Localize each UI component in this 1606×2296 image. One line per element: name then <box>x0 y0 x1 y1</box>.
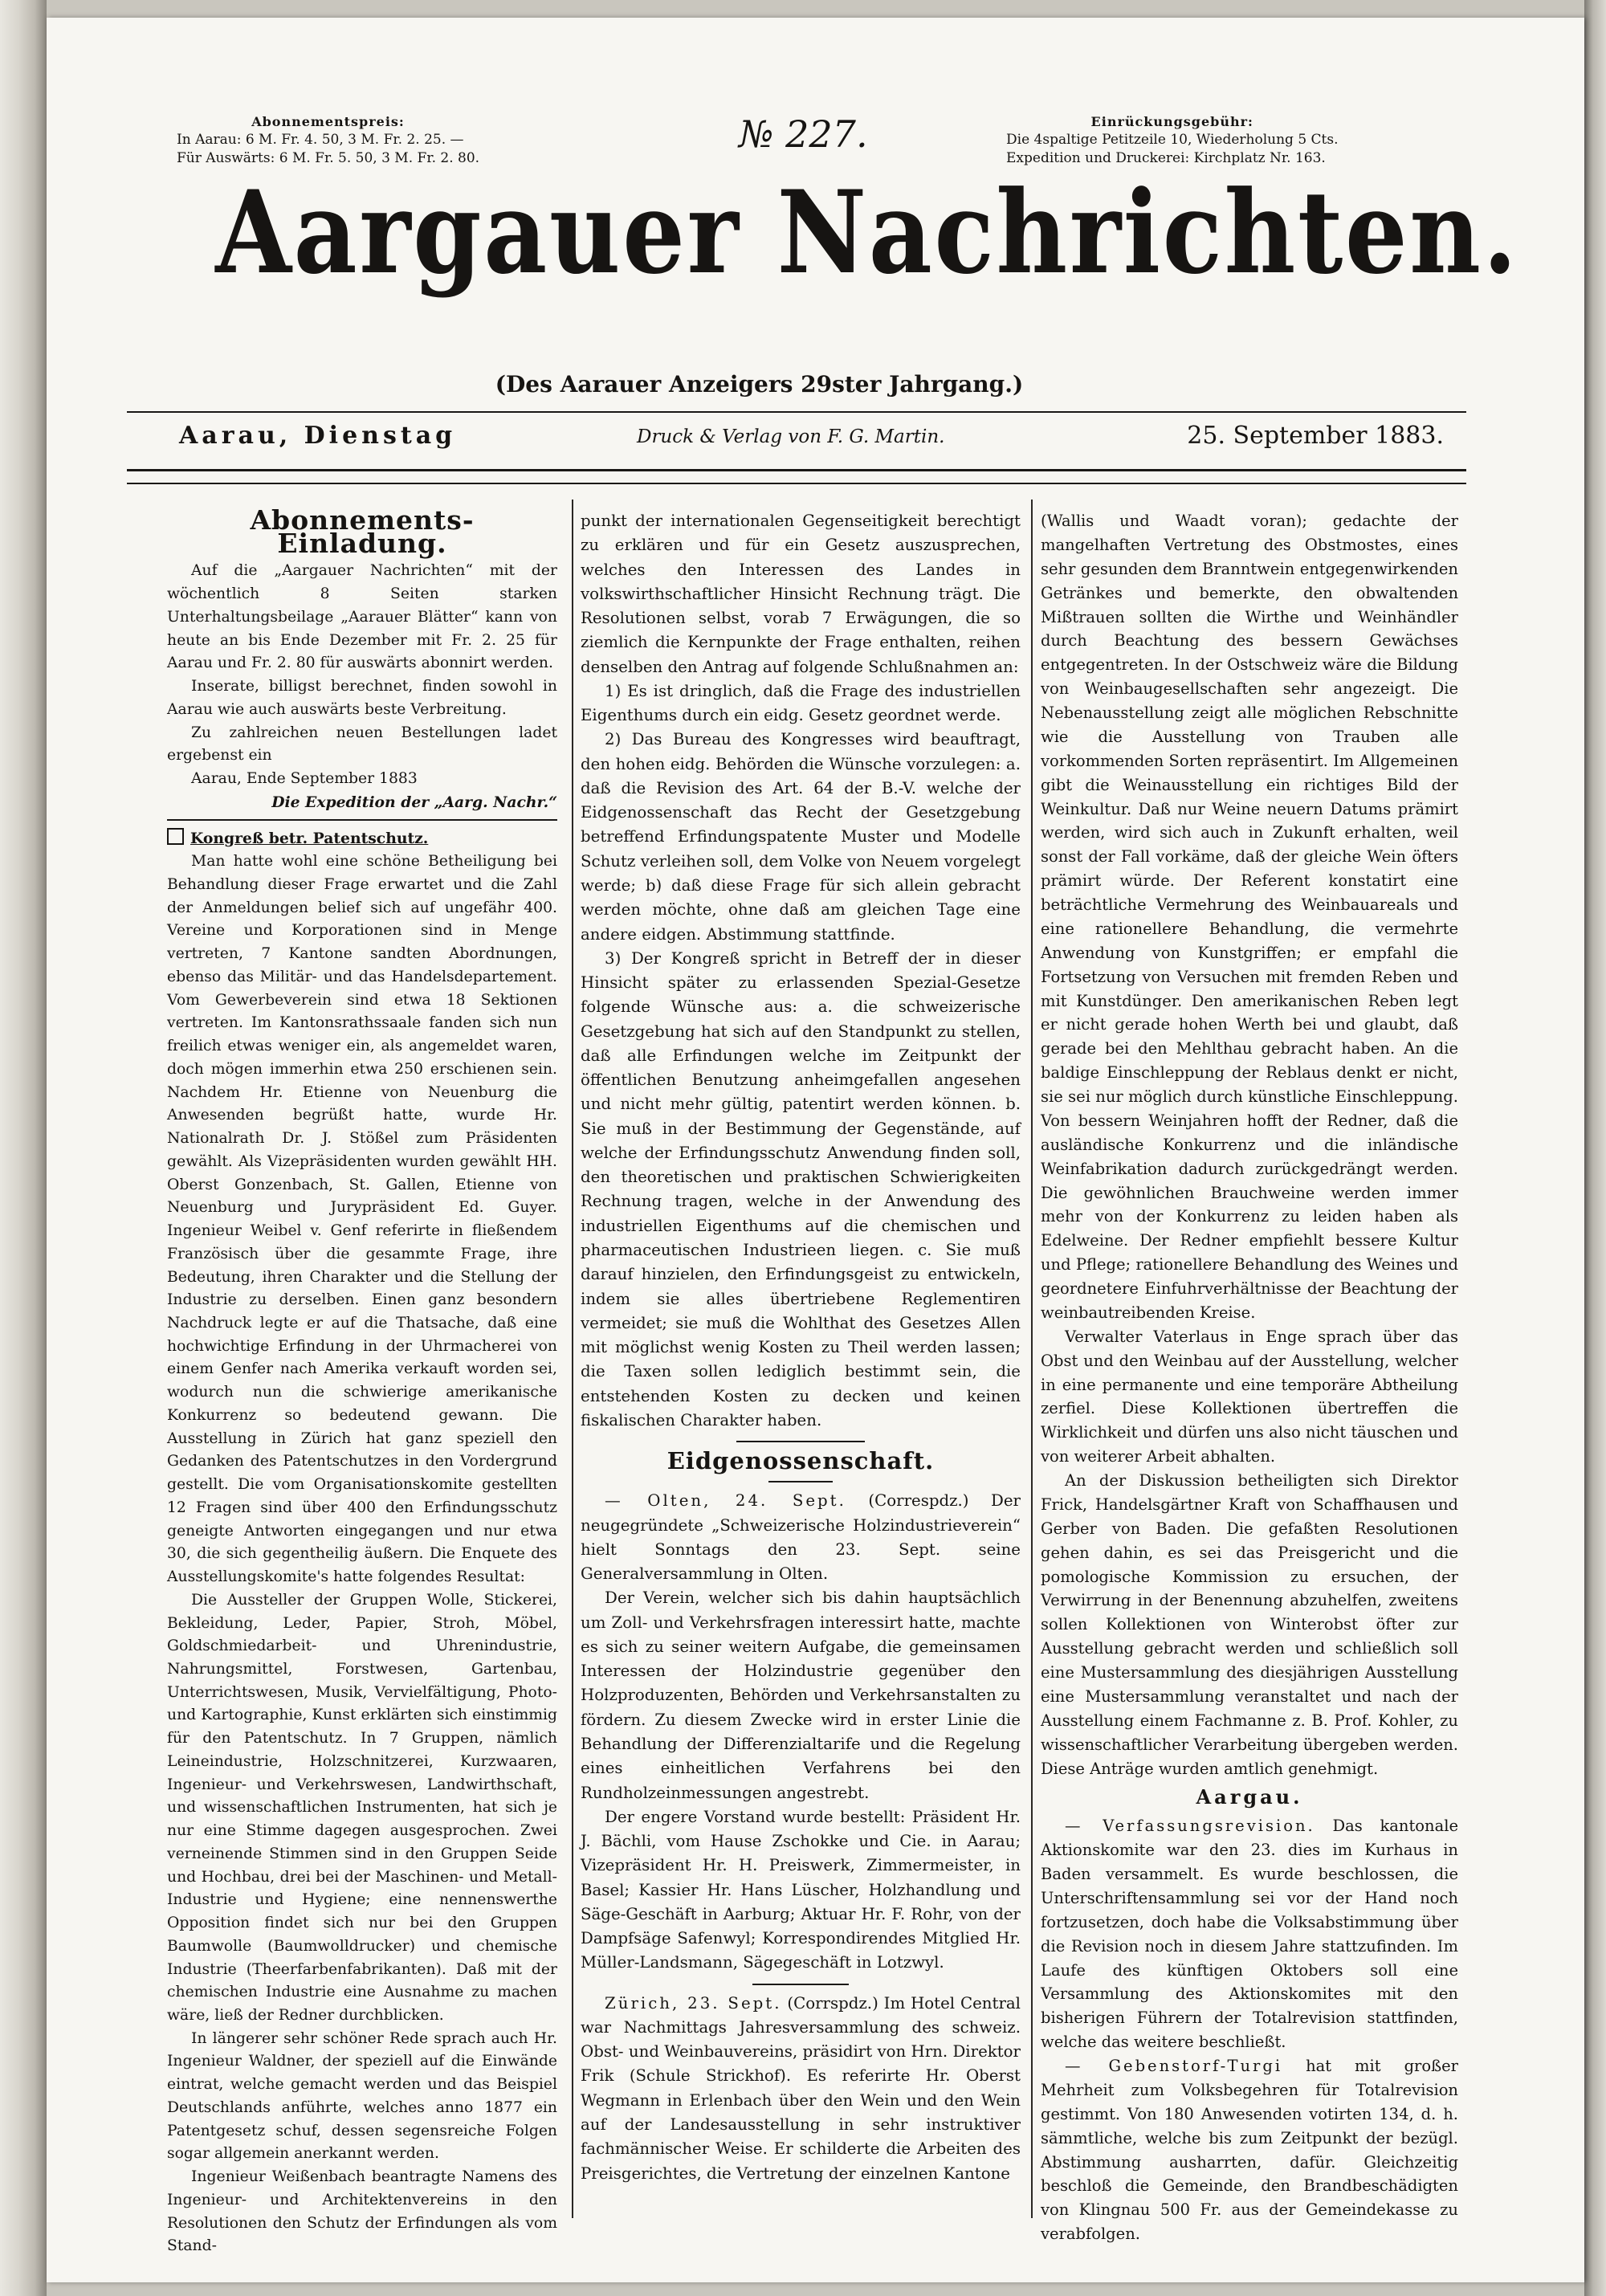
olten-lead: (Correspdz.) Der neugegründete „Schweizerische Holzindustrieverein“ hielt Sonntags den 23. Sept. seine Generalversammlung in Olten. <box>581 1491 1021 1584</box>
dateline <box>179 422 1444 457</box>
header-rule-double-1 <box>127 469 1466 471</box>
header-rule-top <box>127 411 1466 413</box>
gebenstorf-lead: — Gebenstorf-Turgi <box>1065 2057 1283 2075</box>
gebenstorf-paragraph <box>1041 2054 1458 2246</box>
dateline-date: 25. September 1883. <box>1187 422 1444 450</box>
masthead-title: Aargauer Nachrichten. <box>215 166 1519 300</box>
section-rule <box>768 1481 833 1482</box>
newspaper-page <box>47 18 1584 2282</box>
revision-paragraph <box>1041 1814 1458 2054</box>
eidgenossenschaft-title: Eidgenossenschaft. <box>666 1447 935 1475</box>
sign-place: Aarau, Ende September 1883 <box>191 770 418 788</box>
issue-number: № 227. <box>739 112 868 156</box>
resolution-item-2: 2) Das Bureau des Kongresses wird beauftragt, den hohen eidg. Behörden die Wünsche vorzulegen: a. daß die Revision des Art. 64 der B.-V. welche der Eidgenossenschaft das Recht der Gesetzgebung betreffend Erfindungspatente Muster und Modelle Schutz verleihen soll, dem Volke von Neuem vorgelegt werde; b) daß diese Frage für sich allein gebracht werden möchte, ohne daß am gleichen Tage eine andere eidgen. Abstimmung stattfinde. <box>581 730 1021 944</box>
subscription-line-2: Für Auswärts: 6 M. Fr. 5. 50, 3 M. Fr. 2. 80. <box>177 150 480 166</box>
kongress-paragraph-1: Man hatte wohl eine schöne Betheiligung bei Behandlung dieser Frage erwartet und die Zahl der Anmeldungen belief sich auf ungefähr 400. Vereine und Korporationen sind in Menge vertreten, 7 Kantone sandten Abordnungen, ebenso das Militär- und das Handelsdepartement. Vom Gewerbeverein sind etwa 18 Sektionen vertreten. Im Kantonsrathssaale fanden sich nun freilich etwas weniger ein, als angemeldet waren, doch mögen immerhin etwa 250 erschienen sein. Nachdem Hr. Etienne von Neuenburg die Anwesenden begrüßt hatte, wurde Hr. Nationalrath Dr. J. Stößel zum Präsidenten gewählt. Als Vizepräsidenten wurden gewählt HH. Oberst Gonzenbach, St. Gallen, Etienne von Neuenburg und Jurypräsident Ed. Guyer. Ingenieur Weibel v. Genf referirte in fließendem Französisch über die gesammte Frage, ihre Bedeutung, ihren Charakter und die Stellung der Industrie zu derselben. Einen ganz besondern Nachdruck legte er auf die Thatsache, daß eine hochwichtige Erfindung in der Uhrmacherei von einem Genfer nach Amerika verkauft worden sei, wodurch nun die schwierige amerikanische Konkurrenz so bedeutend gewann. Die Ausstellung in Zürich hat ganz speziell den Gedanken des Patentschutzes in den Vordergrund gestellt. Die vom Organisationskomite gestellten 12 Fragen sind über 400 den Erfindungsschutz geneigte Antworten eingegangen und nur etwa 30, die sich gegentheilig äußern. Die Enquete des Ausstellungskomite's hatte folgendes Resultat: <box>167 853 557 1586</box>
olten-paragraph-3: Der engere Vorstand wurde bestellt: Präsident Hr. J. Bächli, vom Hause Zschokke und Cie. in Aarau; Vizepräsident Hr. H. Preiswerk, Zimmermeister, in Basel; Kassier Hr. Hans Lüscher, Holzhandlung und Säge-Geschäft in Aarburg; Aktuar Hr. F. Rohr, von der Dampfsäge Safenwyl; Korrespondirendes Mitglied Hr. Müller-Landsmann, Sägegeschäft in Lotzwyl. <box>581 1807 1021 1972</box>
sign-name: Die Expedition der „Aarg. Nachr.“ <box>271 793 557 811</box>
invitation-text: Auf die „Aargauer Nachrichten“ mit der wöchentlich 8 Seiten starken Unterhaltungsbeilage „Aarauer Blätter“ kann von heute an bis Ende Dezember mit Fr. 2. 25 für Aarau und Fr. 2. 80 für auswärts abonnirt werden. <box>167 562 557 672</box>
resolution-item-3: 3) Der Kongreß spricht in Betreff der in dieser Hinsicht später zu erlassenden Spezial-Gesetze folgende Wünsche aus: a. die schweizerische Gesetzgebung hat sich auf den Standpunkt zu stellen, daß alle Erfindungen welche im Zeitpunkt der öffentlichen Benutzung anheimgefallen angesehen und nicht mehr gültig, patentirt werden können. b. Sie muß in der Bestimmung der Gegenstände, auf welche der Erfindungsschutz Anwendung finden soll, den theoretischen und praktischen Schwierigkeiten Rechnung tragen, welche in der Anwendung des industriellen Eigenthums auf die chemischen und pharmaceutischen Industrieen liegen. c. Sie muß darauf hinzielen, den Erfindungsgeist zu entwickeln, indem sie alles übertriebene Reglementiren vermeidet; sie muß die Wohlthat des Gesetzes Allen mit möglichst wenig Kosten zu Theil werden lassen; die Taxen sollen lediglich bestimmt sein, die entstehenden Kosten zu decken und keinen fiskalischen Charakter haben. <box>581 948 1021 1429</box>
column-divider-2 <box>1031 500 1033 2218</box>
orders-text: Zu zahlreichen neuen Bestellungen ladet ergebenst ein <box>167 724 557 765</box>
wine-paragraph-3: An der Diskussion betheiligten sich Direktor Frick, Handelsgärtner Kraft von Schaffhausen und Gerber von Baden. Die gefaßten Resolutionen gehen dahin, es sei das Preisgericht und die pomologische Kommission zu ersuchen, der Verwirrung in der Benennung abzuhelfen, zweitens sollen Kollektionen von Winterobst öfter zur Ausstellung gebracht werden und schließlich soll eine Mustersammlung des diesjährigen Ausstellung eine Mustersammlung veranstaltet und nach der Ausstellung einem Fachmanne z. B. Prof. Kohler, zu wissenschaftlicher Verarbeitung übergeben werden. Diese Anträge wurden amtlich genehmigt. <box>1041 1471 1458 1778</box>
revision-lead: — Verfassungsrevision. <box>1065 1817 1315 1836</box>
book-binding-edge <box>0 0 47 2296</box>
column-divider-1 <box>572 500 573 2218</box>
masthead-subtitle: (Des Aarauer Anzeigers 29ster Jahrgang.) <box>495 371 1024 398</box>
checkbox-square-icon <box>167 828 184 845</box>
column-2 <box>581 509 1021 2186</box>
wine-paragraph-1: (Wallis und Waadt voran); gedachte der mangelhaften Vertretung des Obstmostes, eines sehr gesunden dem Branntwein entgegenwirkenden Getränkes und bemerkte, den obwaltenden Mißtrauen sollten die Wirthe und Weinhändler durch Beachtung des bessern Gewächses entgegentreten. In der Ostschweiz wäre die Bildung von Weinbaugesellschaften sehr angezeigt. Die Nebenausstellung zeigt alle möglichen Rebschnitte wie die Ausstellung von Trauben alle vorkommenden Sorten repräsentirt. Im Allgemeinen gibt die Weinausstellung ein richtiges Bild der Weinkultur. Daß nur Weine neuern Datums prämirt werden, wird sich auch in Zukunft erhalten, weil sonst der Fall vorkäme, daß der gleiche Wein öfters prämirt würde. Der Referent konstatirt eine beträchtliche Vermehrung des Weinbauareals und eine rationellere Behandlung, die vermehrte Anwendung von Kunstgriffen; er empfahl die Fortsetzung von Versuchen mit fremden Reben und mit Kunstdünger. Den amerikanischen Reben legt er nicht gerade hohen Werth bei und glaubt, daß gerade bei den Mehlthau gebracht haben. An die baldige Einschleppung der Reblaus denkt er nicht, sie sei nur möglich durch künstliche Einschleppung. Von bessern Weinjahren hofft der Redner, daß die ausländische Konkurrenz und die inländische Weinfabrikation dadurch zurückgedrängt werden. Die gewöhnlichen Brauchweine werden immer mehr von der Konkurrenz zu leiden haben als Edelweine. Der Redner empfiehlt bessere Kultur und Pflege; rationellere Behandlung des Weines und geordnetere Einfuhrverhältnisse der Beachtung der weinbautreibenden Kreise. <box>1041 512 1458 1322</box>
header-rule-double-2 <box>127 483 1466 484</box>
section-rule <box>167 819 557 821</box>
column-3 <box>1041 509 1458 2246</box>
insertion-line-1: Die 4spaltige Petitzeile 10, Wiederholung 5 Cts. <box>1006 132 1339 148</box>
resolution-paragraph-1: punkt der internationalen Gegenseitigkeit berechtigt zu erklären und für ein Gesetz auszusprechen, welches den Interessen des Landes in volkswirthschaftlicher Hinsicht Rechnung trägt. Die Resolutionen selbst, vorab 7 Erwägungen, die so ziemlich die Kernpunkte der Frage enthalten, reihen denselben den Antrag auf folgende Schlußnahmen an: <box>581 512 1021 676</box>
gebenstorf-text: hat mit großer Mehrheit zum Volksbegehren für Totalrevision gestimmt. Von 180 Anwesenden votirten 134, d. h. sämmtliche, welche bis zum Zeitpunkt der bezügl. Abstimmung ausharrten, dafür. Gleichzeitig beschloß die Gemeinde, den Brandbeschädigten von Klingnau 500 Fr. aus der Gemeindekasse zu verabfolgen. <box>1041 2057 1458 2244</box>
olten-paragraph <box>581 1489 1021 1586</box>
kongress-paragraph-2: Die Aussteller der Gruppen Wolle, Stickerei, Bekleidung, Leder, Papier, Stroh, Möbel, Goldschmiedarbeit- und Uhrenindustrie, Nahrungsmittel, Forstwesen, Gartenbau, Unterrichtswesen, Musik, Vervielfältigung, Photo- und Kartographie, Kunst erklärten sich einstimmig für den Patentschutz. In 7 Gruppen, nämlich Leineindustrie, Holzschnitzerei, Kurzwaaren, Ingenieur- und Verkehrswesen, Landwirthschaft, und wissenschaftlichen Instrumenten, hat sich je nur eine Stimme dagegen ausgesprochen. Zwei verneinende Stimmen sind in den Gruppen Seide und Hochbau, drei bei der Maschinen- und Metall-Industrie und Hygiene; eine nennenswerthe Opposition findet sich nur bei den Gruppen Baumwolle (Baumwolldrucker) und chemische Industrie (Theerfarbenfabrikanten). Daß mit der chemischen Industrie eine Ausnahme zu machen wäre, ließ der Redner durchblicken. <box>167 1591 557 2024</box>
kongress-heading <box>167 827 557 851</box>
section-rule <box>736 1441 865 1442</box>
subscription-title: Abonnementspreis: <box>251 114 405 129</box>
insertion-line-2: Expedition und Druckerei: Kirchplatz Nr. 163. <box>1006 150 1326 166</box>
kongress-paragraph-3: In längerer sehr schöner Rede sprach auch Hr. Ingenieur Waldner, der speziell auf die Einwände eintrat, welche gemacht werden und das Beispiel Deutschlands anführte, welches anno 1877 ein Patentgesetz schuf, dessen segensreiche Folgen sogar allgemein anerkannt werden. <box>167 2029 557 2163</box>
zurich-paragraph <box>581 1992 1021 2186</box>
zurich-text: (Corrspdz.) Im Hotel Central war Nachmittags Jahresversammlung des schweiz. Obst- und Weinbauvereins, präsidirt von Hrn. Direktor Frik (Schule Strickhof). Es referirte Hr. Oberst Wegmann in Erlenbach über den Wein und den Wein auf der Landesausstellung in sehr instruktiver fachmännischer Weise. Er schilderte die Arbeiten des Preisgerichtes, die Vertretung der einzelnen Kantone <box>581 1993 1021 2183</box>
column-1 <box>167 506 557 2258</box>
subscription-line-1: In Aarau: 6 M. Fr. 4. 50, 3 M. Fr. 2. 25. — <box>177 132 464 148</box>
kongress-paragraph-4: Ingenieur Weißenbach beantragte Namens des Ingenieur- und Architektenvereins in den Resolutionen den Schutz der Erfindungen als vom Stand- <box>167 2168 557 2255</box>
page-stack-edge <box>1584 0 1606 2296</box>
wine-paragraph-2: Verwalter Vaterlaus in Enge sprach über das Obst und den Weinbau auf der Ausstellung, welcher in eine permanente und eine temporäre Abtheilung zerfiel. Diese Kollektionen übertreffen die Wirklichkeit und dürfen uns also nicht täuschen und von weiterer Arbeit abhalten. <box>1041 1327 1458 1466</box>
inserate-text: Inserate, billigst berechnet, finden sowohl in Aarau wie auch auswärts beste Verbreitung. <box>167 678 557 718</box>
dateline-place: Aarau, Dienstag <box>179 422 457 450</box>
revision-text: Das kantonale Aktionskomite war den 23. dies im Kurhaus in Baden versammelt. Es wurde beschlossen, die Unterschriftensammlung sei vor der Hand noch fortzusetzen, doch habe die Volksabstimmung über die Revision noch in diesem Jahre stattzufinden. Im Laufe des künftigen Oktobers soll eine Versammlung des Aktionskomites mit den bisherigen Führern der Totalrevision stattfinden, welche das weitere beschließt. <box>1041 1817 1458 2052</box>
olten-paragraph-2: Der Verein, welcher sich bis dahin hauptsächlich um Zoll- und Verkehrsfragen interessirt hatte, machte es sich zu seiner weitern Aufgabe, die gemeinsamen Interessen der Holzindustrie gegenüber den Holzproduzenten, Behörden und Verkehrsanstalten zu fördern. Zu diesem Zwecke wird in erster Linie die Behandlung der Differenzialtarife und die Regelung eines einheitlichen Verfahrens bei den Rundholzeinmessungen angestrebt. <box>581 1588 1021 1802</box>
olten-place: — Olten, 24. Sept. <box>605 1491 846 1511</box>
dateline-printer: Druck & Verlag von F. G. Martin. <box>637 426 945 447</box>
section-rule <box>752 1984 849 1985</box>
resolution-item-1: 1) Es ist dringlich, daß die Frage des industriellen Eigenthums durch ein eidg. Gesetz geordnet werde. <box>581 681 1021 725</box>
zurich-place: Zürich, 23. Sept. <box>605 1993 782 2013</box>
insertion-title: Einrückungsgebühr: <box>1090 114 1253 129</box>
kongress-title: Kongreß betr. Patentschutz. <box>190 829 429 847</box>
aargau-title: Aargau. <box>1196 1785 1303 1809</box>
invitation-title: Abonnements-Einladung. <box>250 504 475 559</box>
